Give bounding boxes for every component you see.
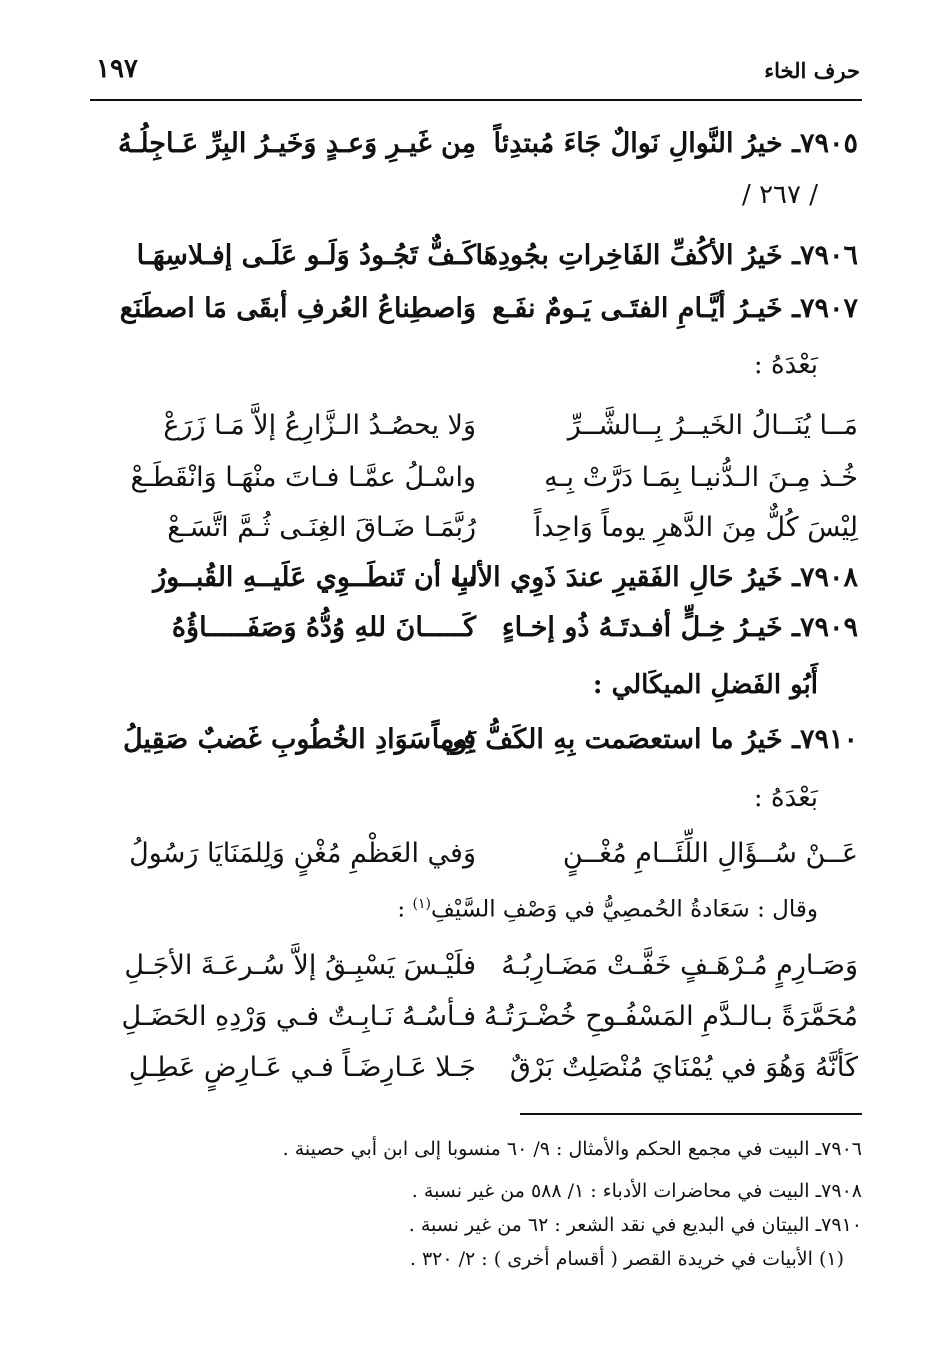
second-hemistich: بِ أن تَنطَــوِي عَلَيــهِ القُبــورُ <box>153 562 476 593</box>
page-number: ١٩٧ <box>96 54 138 84</box>
verse-line <box>96 1001 858 1045</box>
first-hemistich: مَــا يُنَــالُ الخَيــرُ بِــالشَّــرِّ <box>567 410 858 441</box>
second-hemistich: فـأسُـهُ نَـابِـتٌ فـي وَرْدِهِ الحَضَـلِ <box>121 1001 476 1032</box>
header-divider <box>90 99 862 101</box>
after-label-line <box>96 350 858 394</box>
footnote-ref: (١) <box>412 896 431 912</box>
first-hemistich: عَــنْ سُــؤَالِ اللِّئَــامِ مُغْــنٍ <box>562 838 858 869</box>
first-hemistich: لِيْسَ كُلٌّ مِنَ الدَّهرِ يوماً وَاحِداً <box>533 512 858 543</box>
footnote: ٧٩١٠ـ البيتان في البديع في نقد الشعر : ٦٢ من غير نسبة . <box>408 1214 862 1236</box>
footnote: ٧٩٠٨ـ البيت في محاضرات الأدباء : ١/ ٥٨٨ من غير نسبة . <box>411 1180 862 1202</box>
first-hemistich: خُـذ مِـنَ الـدُّنيـا بِمَـا دَرَّتْ بِـهِ <box>544 462 858 493</box>
first-hemistich: كَأنَّهُ وَهُوَ في يُمْنَايَ مُنْصَلِتٌ بَرْقٌ <box>509 1052 858 1083</box>
second-hemistich: وَلا يحصُـدُ الـزَّارِعُ إلاَّ مَـا زَرَعْ <box>163 410 476 441</box>
first-hemistich: ٧٩٠٨ـ خَيرُ حَالِ الفَقيرِ عندَ ذَوِي الألبا <box>453 562 858 593</box>
second-hemistich: فِي سَوَادِ الخُطُوبِ غَضبٌ صَقِيلُ <box>122 724 476 755</box>
after-label-line <box>96 783 858 827</box>
verse-line <box>96 724 858 768</box>
footnote: (١) الأبيات في خريدة القصر ( أقسام أخرى ) : ٢/ ٣٢٠ . <box>409 1248 844 1270</box>
verse-line <box>96 1052 858 1096</box>
verse-line <box>96 410 858 454</box>
chapter-title: حرف الخاء <box>764 58 860 83</box>
intro-text <box>397 896 818 923</box>
second-hemistich: رُبَّمَـا ضَـاقَ الغِنَـى ثُـمَّ اتَّسَـعْ <box>167 512 476 543</box>
second-hemistich: واسْـلُ عمَّـا فـاتَ منْهَـا وَانْقَطَـعْ <box>130 462 476 493</box>
second-hemistich: مِن غَيـرِ وَعـدٍ وَخَيـرُ البِرِّ عَـاجِلُـهُ <box>117 128 476 159</box>
after-label: بَعْدَهُ : <box>753 350 818 380</box>
verse-line <box>96 462 858 506</box>
intro-tail: : <box>397 896 413 923</box>
verse-line <box>96 562 858 606</box>
second-hemistich: كَـــــانَ للهِ وُدُّهُ وَصَفَـــــاؤُهُ <box>171 612 476 643</box>
reference-line <box>96 180 858 224</box>
second-hemistich: فلَيْـسَ يَسْبِـقُ إلاَّ سُـرعَـةَ الأجَـلِ <box>124 950 476 981</box>
first-hemistich: ٧٩٠٥ـ خيرُ النَّوالِ نَوالٌ جَاءَ مُبتدِئاً <box>493 128 858 159</box>
verse-line <box>96 240 858 284</box>
poet-name: أَبُو الفَضلِ الميكَالي : <box>592 670 818 700</box>
second-hemistich: جَـلا عَـارِضَـاً فـي عَـارِضٍ عَطِـلِ <box>128 1052 476 1083</box>
second-hemistich: وَاصطِناعُ العُرفِ أبقَى مَا اصطَنَع <box>119 293 476 324</box>
first-hemistich: مُحَمَّرَةً بـالـدَّمِ المَسْفُـوحِ خُضْـرَتُـهُ <box>483 1001 858 1032</box>
after-label: بَعْدَهُ : <box>753 783 818 813</box>
verse-line <box>96 612 858 656</box>
intro-line <box>96 896 858 940</box>
verse-reference: / ٢٦٧ / <box>742 180 818 210</box>
first-hemistich: ٧٩١٠ـ خَيرُ ما استعصَمت بِهِ الكَفُّ يَوماً <box>431 724 858 755</box>
intro-main: وقال : سَعَادةُ الحُمصِيُّ في وَصْفِ السَّيْفِ <box>430 896 818 923</box>
first-hemistich: ٧٩٠٩ـ خَيـرُ خِـلٍّ أفـدتَـهُ ذُو إخـاءٍ <box>501 612 858 643</box>
poet-line <box>96 670 858 714</box>
verse-line <box>96 293 858 337</box>
first-hemistich: ٧٩٠٧ـ خَيـرُ أيَّـامِ الفتَـى يَـومٌ نفَـع <box>492 293 858 324</box>
first-hemistich: ٧٩٠٦ـ خَيرُ الأكُفِّ الفَاخِراتِ بجُودِهَا <box>475 240 858 271</box>
verse-line <box>96 128 858 172</box>
first-hemistich: وَصَـارِمٍ مُـرْهَـفٍ خَفَّـتْ مَضَـارِبُـهُ <box>501 950 858 981</box>
footnote: ٧٩٠٦ـ البيت في مجمع الحكم والأمثال : ٩/ ٦٠ منسوبا إلى ابن أبي حصينة . <box>282 1138 862 1160</box>
second-hemistich: كَـفٌّ تَجُـودُ وَلَـو عَلَـى إفـلاسِهَـا <box>136 240 476 271</box>
verse-line <box>96 838 858 882</box>
second-hemistich: وَفي العَظْمِ مُغْنٍ وَلِلمَنَايَا رَسُولُ <box>129 838 476 869</box>
verse-line <box>96 512 858 556</box>
footnote-divider <box>520 1113 862 1115</box>
verse-line <box>96 950 858 994</box>
